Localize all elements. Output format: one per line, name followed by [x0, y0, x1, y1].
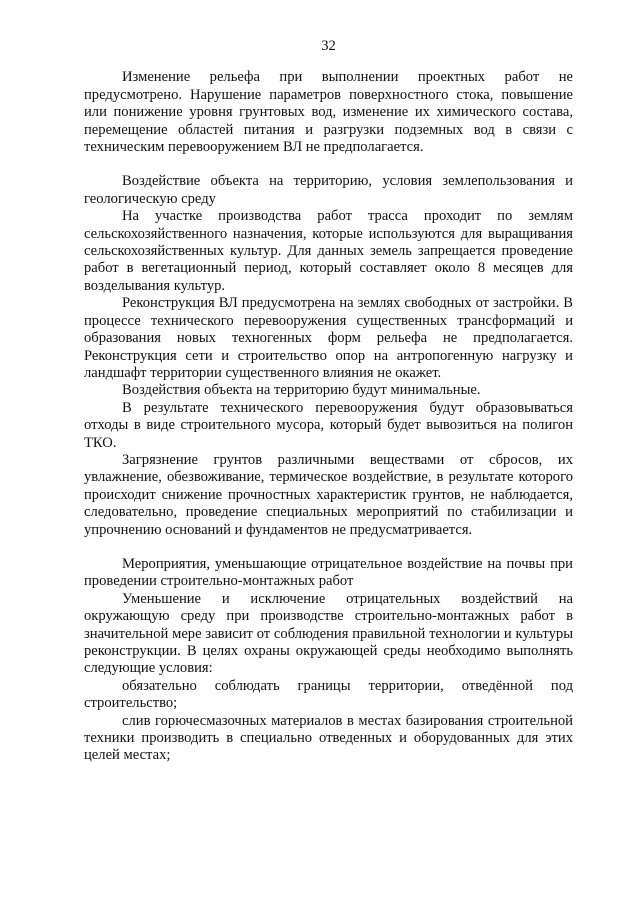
paragraph-fuel-drain: слив горючесмазочных материалов в местах базирования строительной техники производить в специально отведенных и оборудованных для этих целей местах;: [84, 712, 573, 764]
paragraph-soil-pollution: Загрязнение грунтов различными веществами от сбросов, их увлажнение, обезвоживание, термическое воздействие, в результате которого происходит снижение прочностных характеристик грунтов, не наблюдается, следовательно, проведение специальных мероприятий по стабилизации и упрочнению оснований и фундаментов не предусматривается.: [84, 451, 573, 538]
paragraph-minimal-impact: Воздействия объекта на территорию будут минимальные.: [122, 382, 481, 399]
section-heading-soil-measures: Мероприятия, уменьшающие отрицательное воздействие на почвы при проведении строительно-монтажных работ: [84, 555, 573, 590]
paragraph-relief: Изменение рельефа при выполнении проектных работ не предусмотрено. Нарушение параметров поверхностного стока, повышение или понижение уровня грунтовых вод, изменение их химического состава, перемещение областей питания и разгрузки подземных вод в связи с техническим перевооружением ВЛ не предполагается.: [84, 69, 573, 156]
paragraph-reduction: Уменьшение и исключение отрицательных воздействий на окружающую среду при производстве строительно-монтажных работ в значительной мере зависит от соблюдения правильной технологии и культуры реконструкции. В целях охраны окружающей среды необходимо выполнять следующие условия:: [84, 590, 573, 677]
document-page: [84, 38, 573, 765]
paragraph-agricultural-land: На участке производства работ трасса проходит по землям сельскохозяйственного назначения, которые используются для выращивания сельскохозяйственных культур. Для данных земель запрещается проведение работ в вегетационный период, который составляет около 8 месяцев для возделывания культур.: [84, 208, 573, 294]
page-number: 32: [321, 38, 336, 54]
paragraph-reconstruction: Реконструкция ВЛ предусмотрена на землях свободных от застройки. В процессе технического перевооружения существенных трансформаций и образования новых техногенных форм рельефа не предполагается. Реконструкция сети и строительство опор на антропогенную нагрузку и ландшафт территории существенного влияния не окажет.: [84, 295, 573, 381]
paragraph-waste: В результате технического перевооружения будут образовываться отходы в виде строительного мусора, который будет вывозиться на полигон ТКО.: [84, 399, 573, 451]
paragraph-boundaries: обязательно соблюдать границы территории, отведённой под строительство;: [84, 677, 573, 712]
section-heading-territory-impact: Воздействие объекта на территорию, условия землепользования и геологическую среду: [84, 173, 573, 207]
